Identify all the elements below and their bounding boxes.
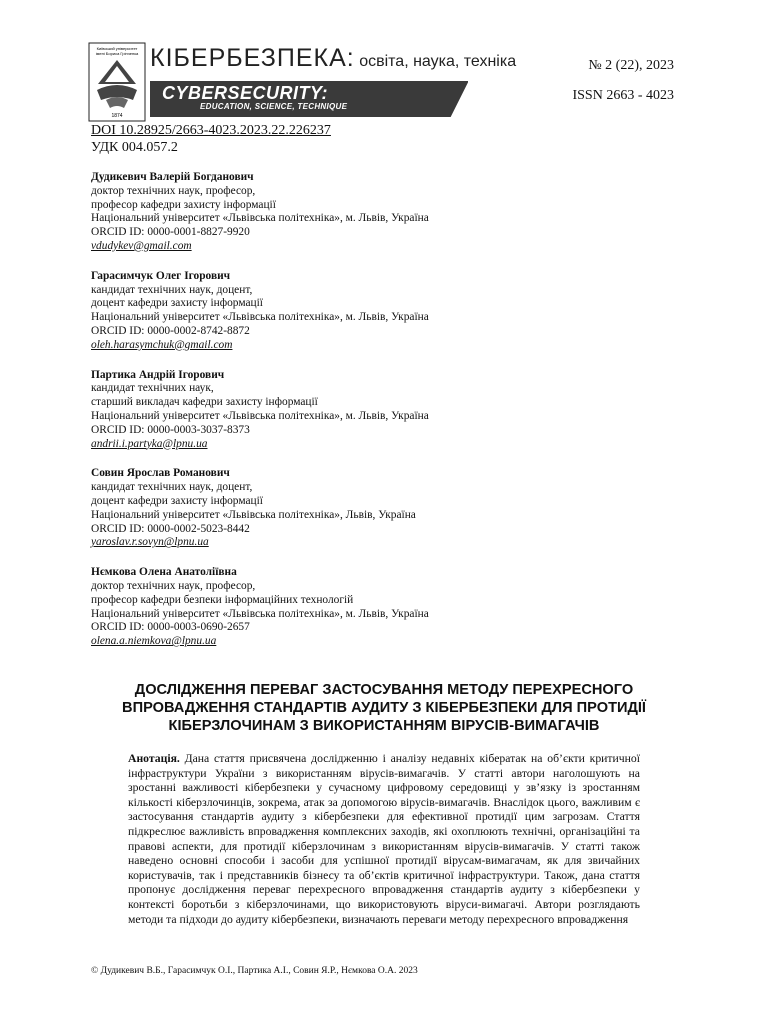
author-position: професор кафедри безпеки інформаційних технологій — [91, 593, 354, 606]
udk-code: УДК 004.057.2 — [91, 140, 178, 155]
abstract-text: Дана стаття присвячена дослідженню і аналізу недавніх кібератак на об’єкти критичної інфраструктури України з використанням вірусів-вимагачів. У статті автори наголошують на зростанні важливості кібербезпеки у сучасному цифровому середовищі у зв’язку із зростанням кількості кіберзлочинців, зокрема, атак за допомогою вірусів-вимагачів. Внаслідок цього, важливим є застосування стандартів аудиту з кібербезпеки для ефективної протидії цим загрозам. Стаття підкреслює важливість впровадження комплексних заходів, які охоплюють технічні, організаційні та правові аспекти, для протидії кіберзлочинам з використанням вірусів-вимагачів. У статті також наведено основні способи і засоби для успішної протидії вірусам-вимагачам, як для звичайних користувачів, так і представників бізнесу та об’єктів критичної інфраструктури. Також, дана стаття пропонує дослідження переваг перехресного впровадження стандартів аудиту з кібербезпеки у контексті боротьби з кіберзлочинами, що використовують віруси-вимагачі. Автори розглядають методи та підходи до аудиту кібербезпеки, визначають переваги методу перехресного впровадження — [128, 752, 641, 926]
journal-title-en — [162, 84, 347, 112]
author-email-link[interactable]: oleh.harasymchuk@gmail.com — [91, 338, 233, 351]
author-position: доцент кафедри захисту інформації — [91, 297, 263, 310]
author-name: Дудикевич Валерій Богданович — [91, 171, 254, 183]
author-degree: кандидат технічних наук, — [91, 382, 214, 395]
author-entry — [91, 467, 691, 550]
author-orcid: ORCID ID: 0000-0001-8827-9920 — [91, 226, 250, 239]
author-degree: доктор технічних наук, професор, — [91, 579, 256, 592]
author-email-link[interactable]: andrii.i.partyka@lpnu.ua — [91, 437, 208, 450]
author-orcid: ORCID ID: 0000-0002-8742-8872 — [91, 324, 250, 337]
author-entry — [91, 171, 691, 254]
journal-title-ua — [150, 44, 516, 73]
author-list — [91, 171, 691, 665]
author-affiliation: Національний університет «Львівська політехніка», м. Львів, Україна — [91, 311, 429, 324]
issn: ISSN 2663 - 4023 — [572, 88, 674, 103]
author-position: доцент кафедри захисту інформації — [91, 494, 263, 507]
abstract — [128, 752, 640, 927]
journal-title-en-main: CYBERSECURITY: — [162, 83, 329, 103]
author-entry — [91, 369, 691, 452]
author-email-link[interactable]: yaroslav.r.sovyn@lpnu.ua — [91, 536, 209, 549]
author-affiliation: Національний університет «Львівська політехніка», м. Львів, Україна — [91, 212, 429, 225]
author-email-link[interactable]: vdudykev@gmail.com — [91, 239, 192, 252]
author-name: Нємкова Олена Анатоліївна — [91, 566, 237, 579]
article-title: ДОСЛІДЖЕННЯ ПЕРЕВАГ ЗАСТОСУВАННЯ МЕТОДУ ПЕРЕХРЕСНОГО ВПРОВАДЖЕННЯ СТАНДАРТІВ АУДИТУ З КІБЕРБЕЗПЕКИ ДЛЯ ПРОТИДІЇ КІБЕРЗЛОЧИНАМ З ВИКОРИСТАННЯМ ВІРУСІВ-ВИМАГАЧІВ — [122, 682, 646, 734]
author-position: старший викладач кафедри захисту інформації — [91, 396, 318, 409]
author-degree: кандидат технічних наук, доцент, — [91, 481, 253, 494]
journal-title-en-sub: EDUCATION, SCIENCE, TECHNIQUE — [200, 102, 348, 111]
doi-link[interactable]: DOI 10.28925/2663-4023.2023.22.226237 — [91, 123, 331, 138]
author-affiliation: Національний університет «Львівська політехніка», Львів, Україна — [91, 508, 416, 521]
author-email-link[interactable]: olena.a.niemkova@lpnu.ua — [91, 635, 217, 648]
author-affiliation: Національний університет «Львівська політехніка», м. Львів, Україна — [91, 409, 429, 422]
author-entry — [91, 270, 691, 353]
author-name: Гарасимчук Олег Ігорович — [91, 269, 231, 282]
author-entry — [91, 566, 691, 649]
issue-number: № 2 (22), 2023 — [588, 58, 674, 73]
university-logo-icon — [88, 42, 146, 122]
journal-title-ua-sub: освіта, наука, техніка — [359, 53, 517, 70]
author-position: професор кафедри захисту інформації — [91, 198, 276, 211]
author-affiliation: Національний університет «Львівська політехніка», м. Львів, Україна — [91, 607, 429, 620]
logo-line-1: Київський університет — [96, 46, 138, 51]
abstract-label: Анотація. — [128, 752, 180, 765]
logo-line-2: імені Бориса Грінченка — [95, 51, 139, 56]
copyright-footer: © Дудикевич В.Б., Гарасимчук О.І., Партика А.І., Совин Я.Р., Нємкова О.А. 2023 — [91, 966, 418, 976]
author-orcid: ORCID ID: 0000-0003-0690-2657 — [91, 621, 250, 634]
author-degree: доктор технічних наук, професор, — [91, 184, 256, 197]
author-orcid: ORCID ID: 0000-0003-3037-8373 — [91, 423, 250, 436]
author-orcid: ORCID ID: 0000-0002-5023-8442 — [91, 522, 250, 535]
journal-title-ua-main: КІБЕРБЕЗПЕКА: — [150, 44, 355, 72]
journal-header — [88, 40, 688, 125]
author-degree: кандидат технічних наук, доцент, — [91, 283, 253, 296]
author-name: Партика Андрій Ігорович — [91, 368, 225, 381]
author-name: Совин Ярослав Романович — [91, 467, 230, 480]
logo-year: 1874 — [111, 113, 123, 119]
